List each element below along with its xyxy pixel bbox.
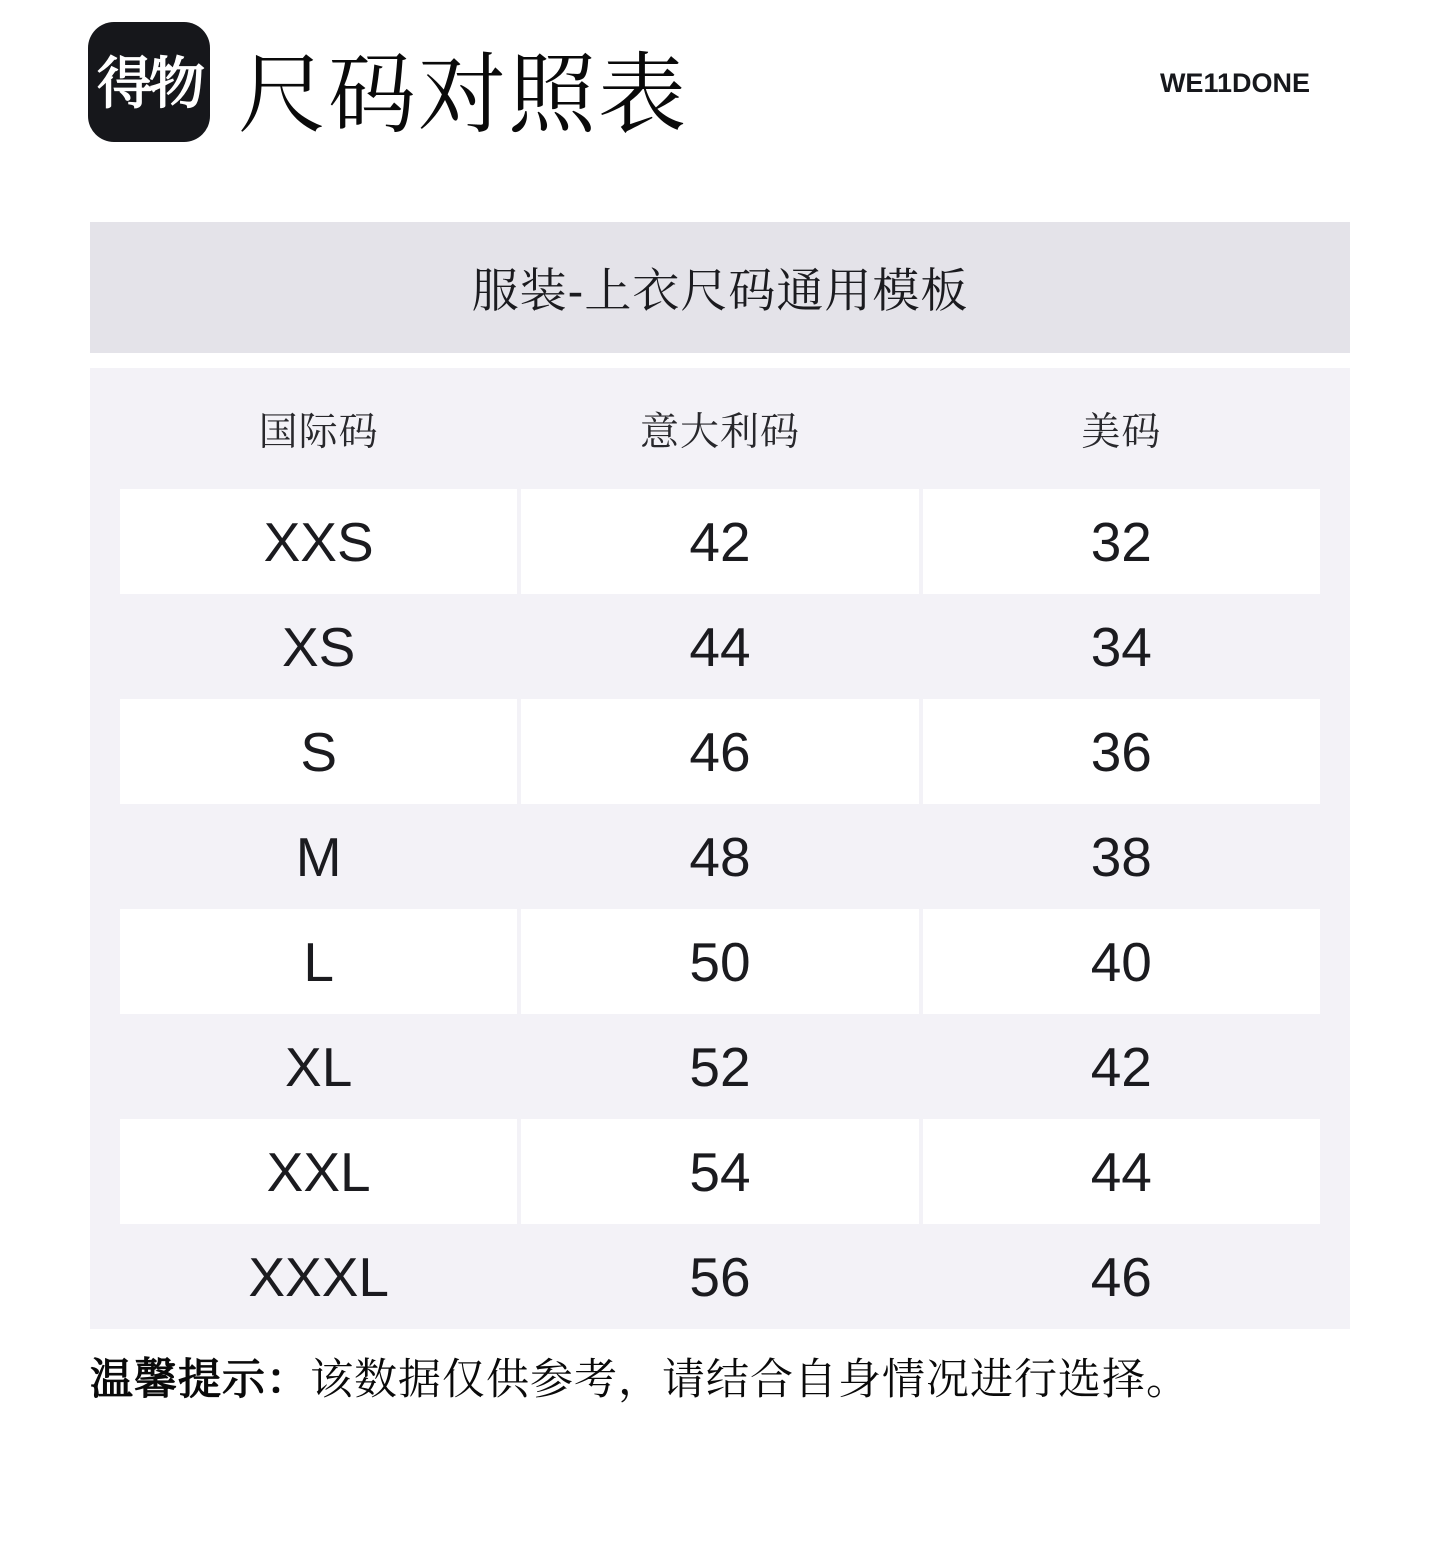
size-cell: 36 (923, 699, 1320, 804)
brand-name: WE11DONE (1159, 68, 1310, 98)
table-row (120, 804, 1320, 909)
size-cell: 44 (923, 1119, 1320, 1224)
size-cell: XL (285, 1035, 353, 1098)
table-row (120, 489, 1320, 594)
size-cell: XS (281, 615, 356, 678)
size-cell: XXL (120, 1119, 517, 1224)
size-cell: 46 (1090, 1245, 1152, 1308)
size-cell: 46 (521, 699, 918, 804)
size-cell: S (120, 699, 517, 804)
table-row (120, 1224, 1320, 1329)
size-cell: 42 (521, 489, 918, 594)
size-table (90, 368, 1350, 1329)
size-cell: 48 (689, 825, 751, 888)
size-cell: 54 (521, 1119, 918, 1224)
table-row (120, 1014, 1320, 1119)
table-row (120, 594, 1320, 699)
table-header-row (120, 368, 1320, 489)
size-table-rows (120, 489, 1320, 1329)
size-cell: 34 (1090, 615, 1152, 678)
size-cell: 32 (923, 489, 1320, 594)
note-label: 温馨提示： (90, 1356, 310, 1404)
size-cell: 56 (689, 1245, 751, 1308)
size-cell: 42 (1090, 1035, 1152, 1098)
size-cell: 38 (1090, 825, 1152, 888)
size-cell: 44 (689, 615, 751, 678)
size-cell: M (295, 825, 342, 888)
size-cell: XXS (120, 489, 517, 594)
table-row (120, 1119, 1320, 1224)
table-row (120, 699, 1320, 804)
table-row (120, 909, 1320, 1014)
size-cell: XXXL (248, 1245, 389, 1308)
size-cell: L (120, 909, 517, 1014)
column-header-italian: 意大利码 (639, 410, 800, 454)
dewu-logo: 得物 (88, 22, 210, 142)
size-cell: 52 (689, 1035, 751, 1098)
size-cell: 40 (923, 909, 1320, 1014)
page-title: 尺码对照表 (238, 45, 689, 144)
page-header (0, 0, 1440, 142)
template-banner (90, 222, 1350, 353)
disclaimer-note (90, 1351, 1350, 1409)
column-header-international: 国际码 (258, 410, 379, 454)
size-cell: 50 (521, 909, 918, 1014)
note-text: 该数据仅供参考，请结合自身情况进行选择。 (310, 1356, 1190, 1404)
column-header-us: 美码 (1081, 410, 1162, 454)
banner-title: 服装-上衣尺码通用模板 (471, 264, 969, 317)
